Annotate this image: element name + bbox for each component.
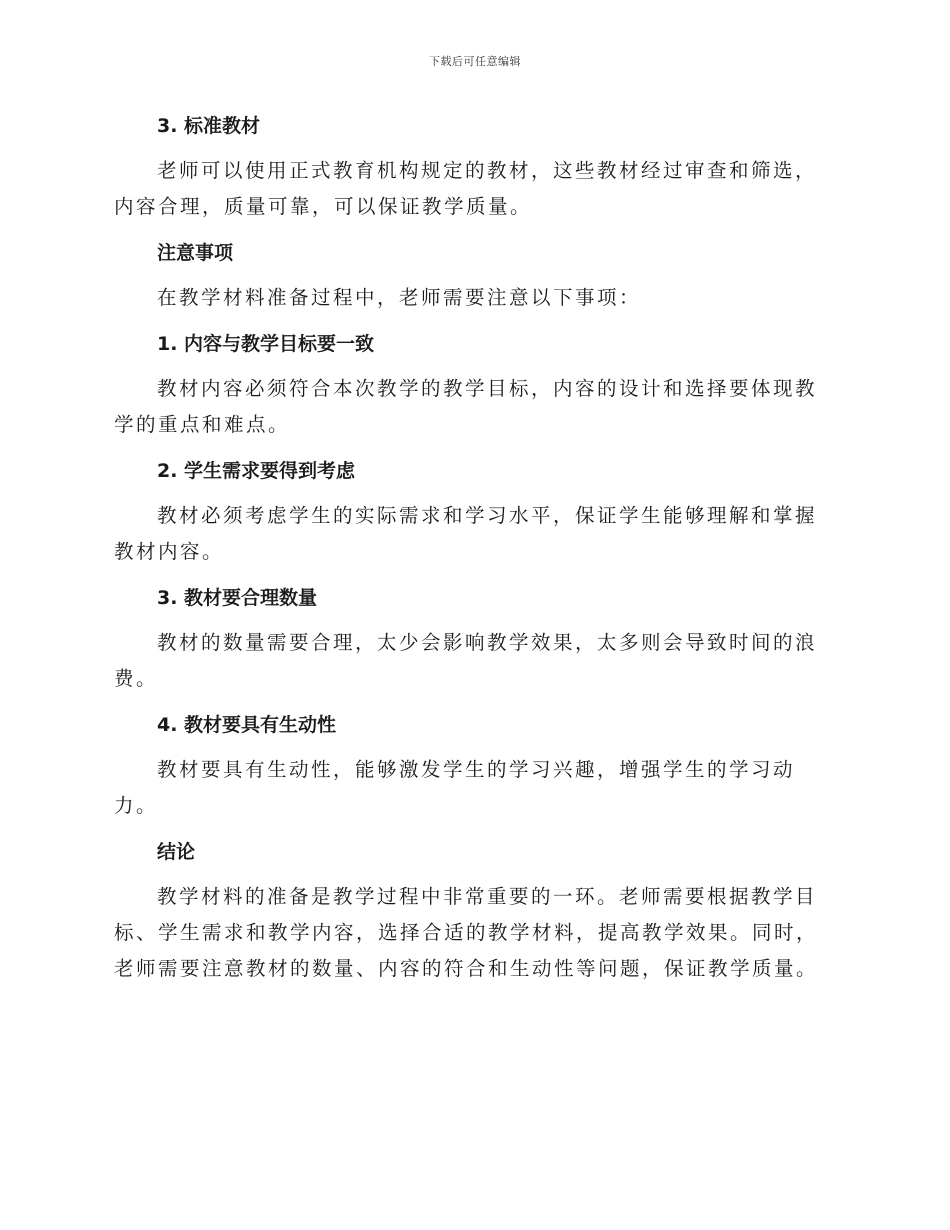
section-heading-vividness: 4. 教材要具有生动性 [157, 714, 337, 736]
section-heading-student-needs: 2. 学生需求要得到考虑 [157, 460, 356, 482]
paragraph-standard-materials: 老师可以使用正式教育机构规定的教材，这些教材经过审查和筛选，内容合理，质量可靠，可以保证教学质量。 [114, 159, 818, 218]
paragraph-content-goals: 教材内容必须符合本次教学的教学目标，内容的设计和选择要体现教学的重点和难点。 [114, 377, 818, 436]
paragraph-notes-intro: 在教学材料准备过程中，老师需要注意以下事项： [157, 286, 642, 309]
section-heading-standard-materials: 3. 标准教材 [157, 115, 261, 137]
section-heading-quantity: 3. 教材要合理数量 [157, 587, 318, 609]
page-header: 下载后可任意编辑 [429, 55, 521, 68]
section-heading-conclusion: 结论 [157, 841, 196, 863]
paragraph-quantity: 教材的数量需要合理，太少会影响教学效果，太多则会导致时间的浪费。 [114, 631, 818, 690]
paragraph-student-needs: 教材必须考虑学生的实际需求和学习水平，保证学生能够理解和掌握教材内容。 [114, 504, 818, 563]
paragraph-vividness: 教材要具有生动性，能够激发学生的学习兴趣，增强学生的学习动力。 [114, 758, 796, 817]
section-heading-content-goals: 1. 内容与教学目标要一致 [157, 333, 375, 355]
document-body [114, 108, 830, 987]
section-heading-notes: 注意事项 [157, 242, 234, 264]
paragraph-conclusion: 教学材料的准备是教学过程中非常重要的一环。老师需要根据教学目标、学生需求和教学内容，选择合适的教学材料，提高教学效果。同时，老师需要注意教材的数量、内容的符合和生动性等问题，保证教学质量。 [114, 885, 819, 980]
